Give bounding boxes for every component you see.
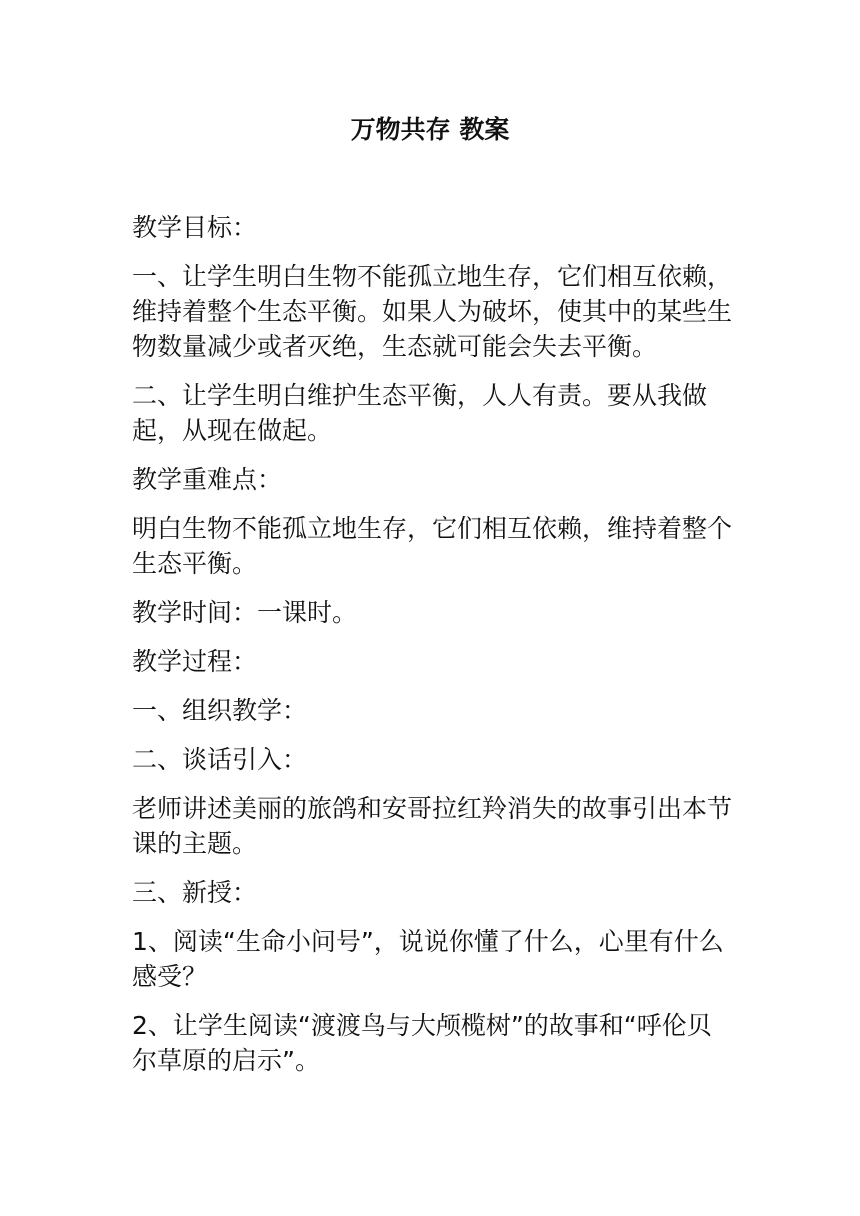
paragraph-activity-2: 2、让学生阅读“渡渡鸟与大颅榄树”的故事和“呼伦贝尔草原的启示”。 [132,1011,712,1075]
section-heading-key-points: 教学重难点： [132,465,283,494]
paragraph-key-points: 明白生物不能孤立地生存，它们相互依赖，维持着整个生态平衡。 [132,514,733,578]
section-heading-objectives: 教学目标： [132,213,258,242]
document-title: 万物共存 教案 [350,115,510,144]
section-heading-process: 教学过程： [132,647,258,676]
paragraph-objective-2: 二、让学生明白维护生态平衡，人人有责。要从我做起，从现在做起。 [132,381,708,445]
paragraph-step-2: 二、谈话引入： [132,745,308,774]
paragraph-teaching-time: 教学时间：一课时。 [132,598,358,627]
paragraph-activity-1: 1、阅读“生命小问号”，说说你懂了什么，心里有什么感受？ [132,927,724,991]
paragraph-objective-1: 一、让学生明白生物不能孤立地生存，它们相互依赖，维持着整个生态平衡。如果人为破坏，使其中的某些生物数量减少或者灭绝，生态就可能会失去平衡。 [132,262,733,361]
paragraph-step-3: 三、新授： [132,878,258,907]
paragraph-introduction: 老师讲述美丽的旅鸽和安哥拉红羚消失的故事引出本节课的主题。 [132,794,733,858]
document-body [132,210,732,1092]
paragraph-step-1: 一、组织教学： [132,696,308,725]
